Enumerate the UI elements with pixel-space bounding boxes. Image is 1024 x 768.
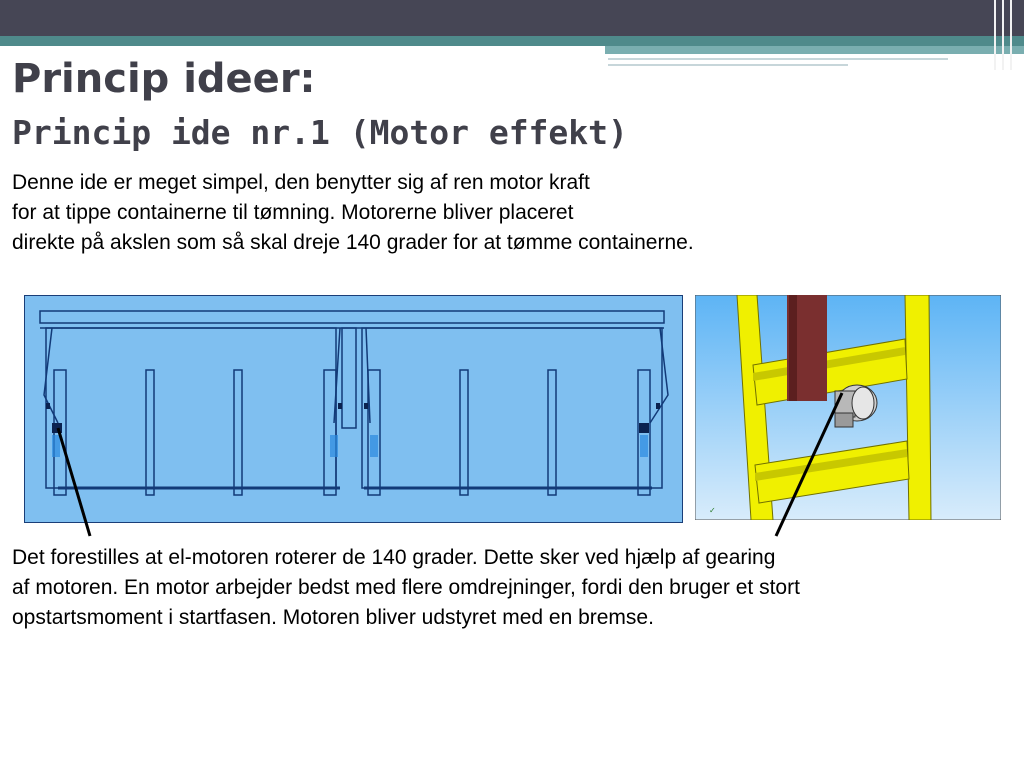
body-paragraph [12,543,800,633]
slide-title: Princip ideer: [12,56,316,102]
body-line: opstartsmoment i startfasen. Motoren bliver udstyret med en bremse. [12,606,654,629]
pointer-arrow-right [776,393,842,536]
pointer-arrow-left [58,428,90,536]
slide-subtitle: Princip ide nr.1 (Motor effekt) [12,113,628,152]
intro-line: direkte på akslen som så skal dreje 140 grader for at tømme containerne. [12,231,694,254]
body-line: Det forestilles at el-motoren roterer de 140 grader. Dette sker ved hjælp af gearing [12,546,776,569]
intro-line: for at tippe containerne til tømning. Motorerne bliver placeret [12,201,574,224]
body-line: af motoren. En motor arbejder bedst med flere omdrejninger, fordi den bruger et stort [12,576,800,599]
intro-line: Denne ide er meget simpel, den benytter sig af ren motor kraft [12,171,590,194]
svg-text:✓: ✓ [709,506,716,515]
